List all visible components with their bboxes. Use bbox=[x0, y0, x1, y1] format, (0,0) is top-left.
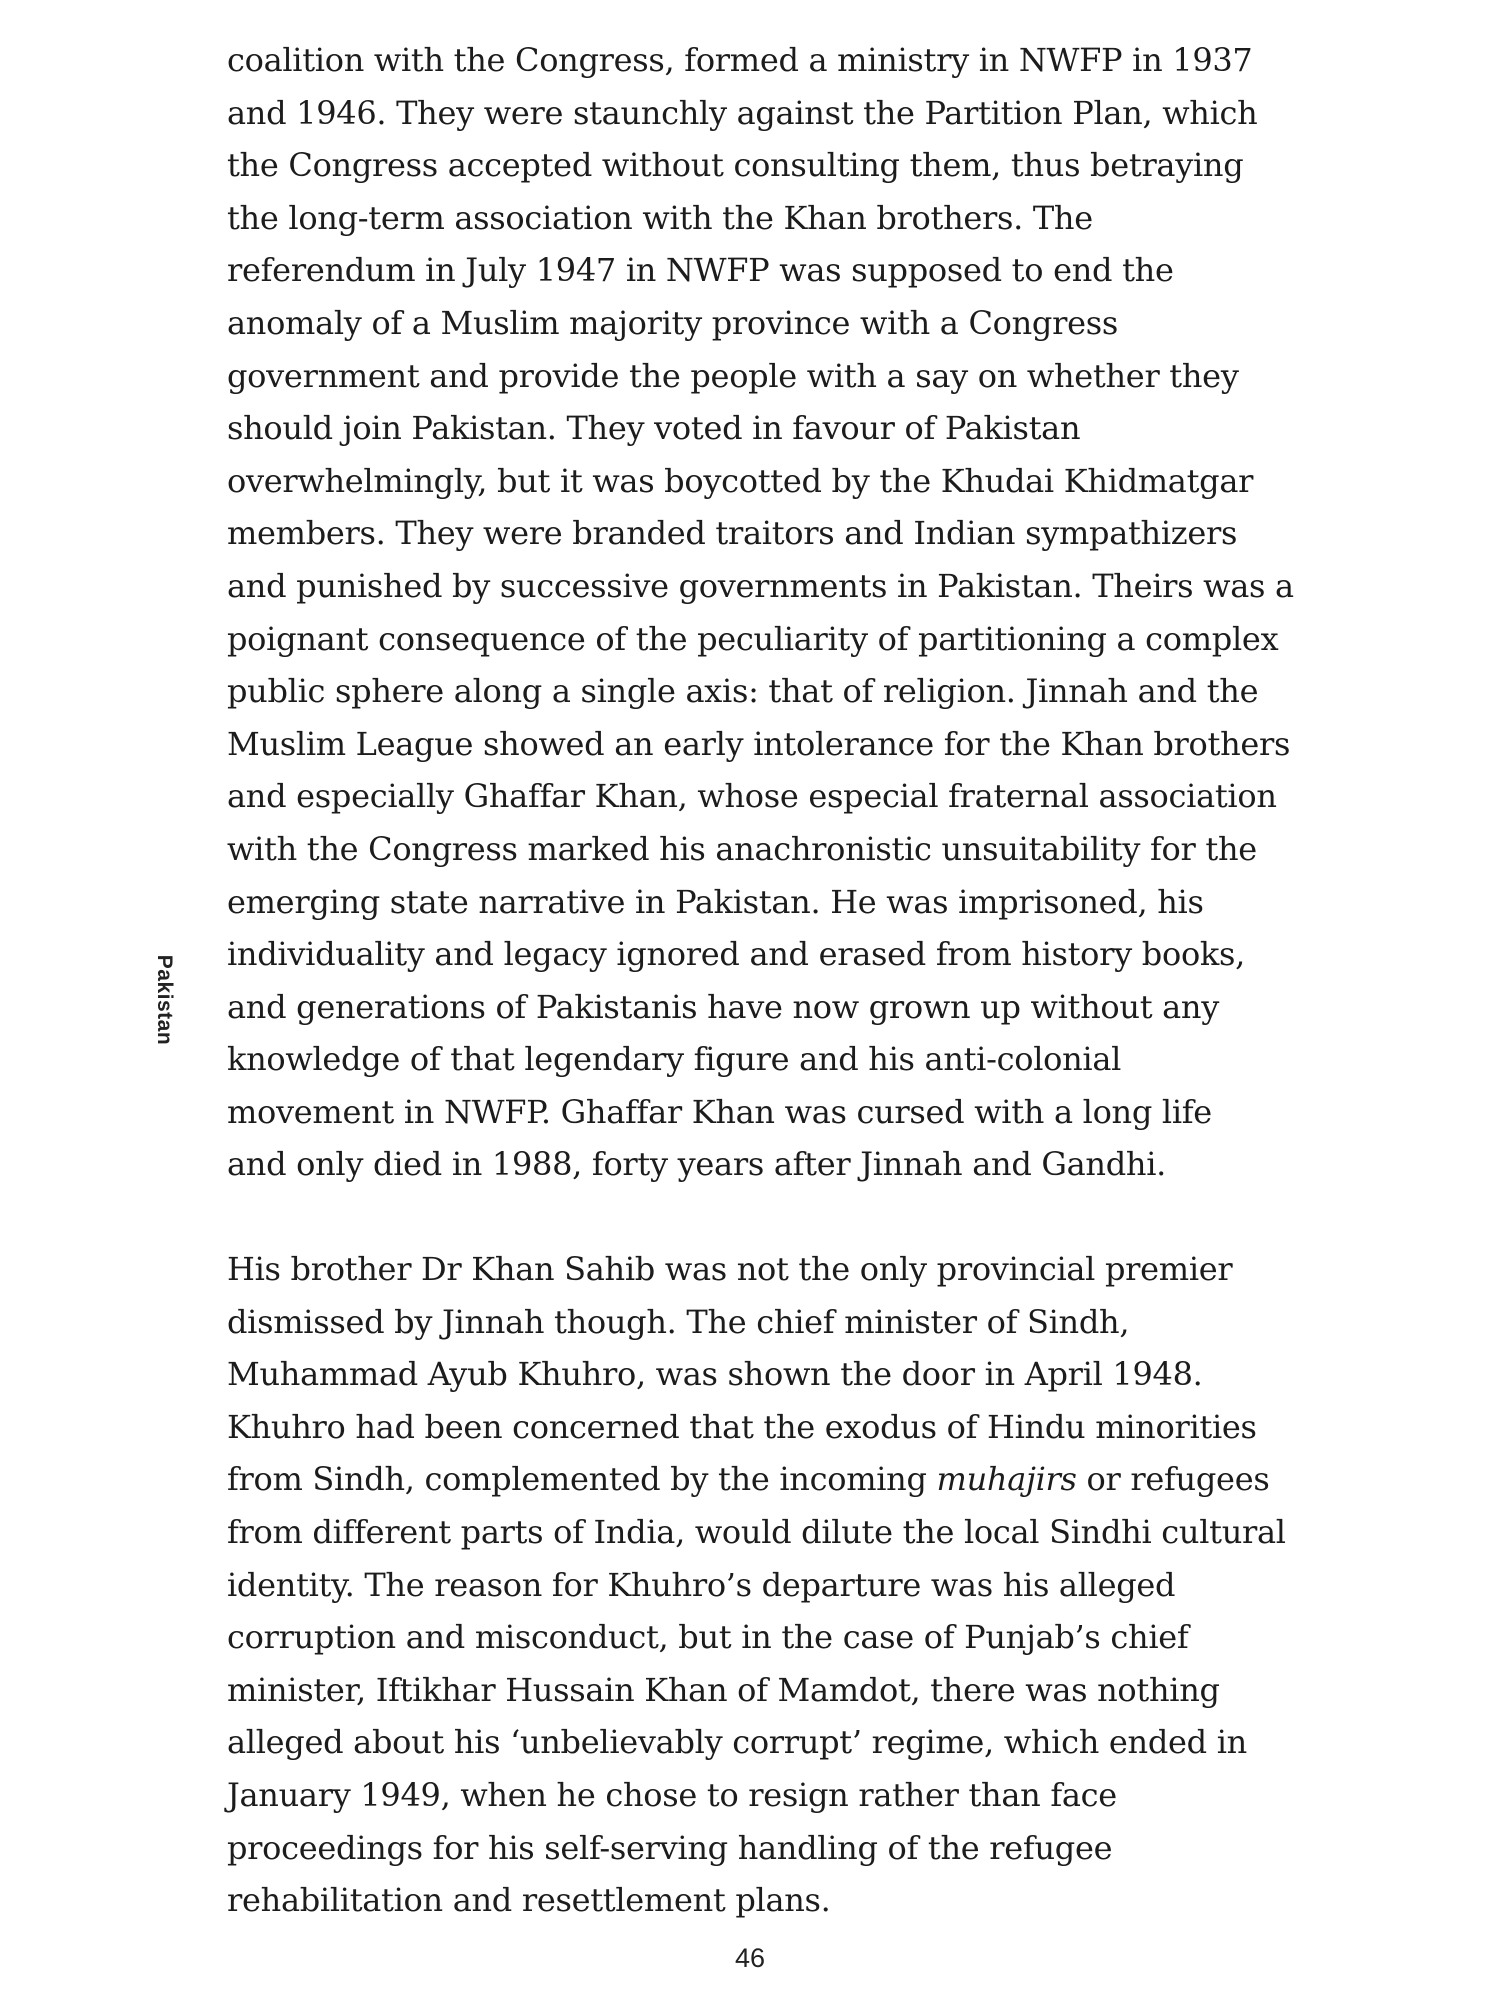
text-line: dismissed by Jinnah though. The chief minister of Sindh, bbox=[227, 1302, 1130, 1341]
text-line: individuality and legacy ignored and erased from history books, bbox=[227, 935, 1245, 974]
text-line: should join Pakistan. They voted in favour of Pakistan bbox=[227, 409, 1081, 448]
text-line: January 1949, when he chose to resign rather than face bbox=[227, 1776, 1117, 1814]
text-line: minister, Iftikhar Hussain Khan of Mamdot, there was nothing bbox=[227, 1670, 1220, 1709]
text-line: and punished by successive governments in Pakistan. Theirs was a bbox=[227, 566, 1294, 605]
text-line: and 1946. They were staunchly against the Partition Plan, which bbox=[227, 93, 1258, 132]
text-line: rehabilitation and resettlement plans. bbox=[227, 1881, 831, 1920]
paragraph-1 bbox=[227, 34, 1357, 1191]
text-line: identity. The reason for Khuhro’s departure was his alleged bbox=[227, 1565, 1176, 1604]
text-line: alleged about his ‘unbelievably corrupt’ regime, which ended in bbox=[227, 1723, 1247, 1762]
text-line: corruption and misconduct, but in the case of Punjab’s chief bbox=[227, 1618, 1189, 1657]
text-line: emerging state narrative in Pakistan. He was imprisoned, his bbox=[227, 882, 1204, 921]
body-text bbox=[227, 34, 1357, 1927]
text-line: the Congress accepted without consulting them, thus betraying bbox=[227, 146, 1244, 185]
text-line: Muhammad Ayub Khuhro, was shown the door in April 1948. bbox=[227, 1355, 1203, 1394]
text-line: the long-term association with the Khan brothers. The bbox=[227, 198, 1093, 237]
text-line: from different parts of India, would dilute the local Sindhi cultural bbox=[227, 1513, 1286, 1552]
paragraph-2 bbox=[227, 1243, 1357, 1927]
text-line: overwhelmingly, but it was boycotted by the Khudai Khidmatgar bbox=[227, 461, 1254, 500]
paragraph-spacer bbox=[227, 1191, 1357, 1243]
text-line: coalition with the Congress, formed a ministry in NWFP in 1937 bbox=[227, 41, 1253, 79]
text-segment: from Sindh, complemented by the incoming bbox=[227, 1460, 937, 1499]
text-segment: or refugees bbox=[1076, 1460, 1270, 1499]
text-line: members. They were branded traitors and Indian sympathizers bbox=[227, 514, 1238, 553]
text-line: poignant consequence of the peculiarity of partitioning a complex bbox=[227, 619, 1279, 658]
text-line: public sphere along a single axis: that of religion. Jinnah and the bbox=[227, 672, 1259, 711]
text-line: Muslim League showed an early intolerance for the Khan brothers bbox=[227, 724, 1291, 763]
text-line: movement in NWFP. Ghaffar Khan was cursed with a long life bbox=[227, 1092, 1212, 1131]
text-line: referendum in July 1947 in NWFP was supposed to end the bbox=[227, 251, 1174, 290]
italic-term: muhajirs bbox=[936, 1460, 1077, 1499]
text-line: and generations of Pakistanis have now grown up without any bbox=[227, 987, 1219, 1026]
text-line: Khuhro had been concerned that the exodus of Hindu minorities bbox=[227, 1407, 1257, 1446]
text-line: proceedings for his self-serving handling of the refugee bbox=[227, 1828, 1113, 1867]
text-line: His brother Dr Khan Sahib was not the only provincial premier bbox=[227, 1250, 1233, 1289]
page-number: 46 bbox=[734, 1943, 766, 1973]
text-line-with-italic bbox=[227, 1453, 1357, 1506]
running-head: Pakistan bbox=[153, 954, 176, 1046]
text-line: with the Congress marked his anachronistic unsuitability for the bbox=[227, 829, 1257, 868]
text-line: knowledge of that legendary figure and his anti-colonial bbox=[227, 1040, 1122, 1079]
text-line: and especially Ghaffar Khan, whose especial fraternal association bbox=[227, 777, 1277, 816]
text-line: and only died in 1988, forty years after Jinnah and Gandhi. bbox=[227, 1145, 1167, 1184]
text-line: government and provide the people with a say on whether they bbox=[227, 356, 1239, 395]
text-line: anomaly of a Muslim majority province with a Congress bbox=[227, 303, 1118, 342]
